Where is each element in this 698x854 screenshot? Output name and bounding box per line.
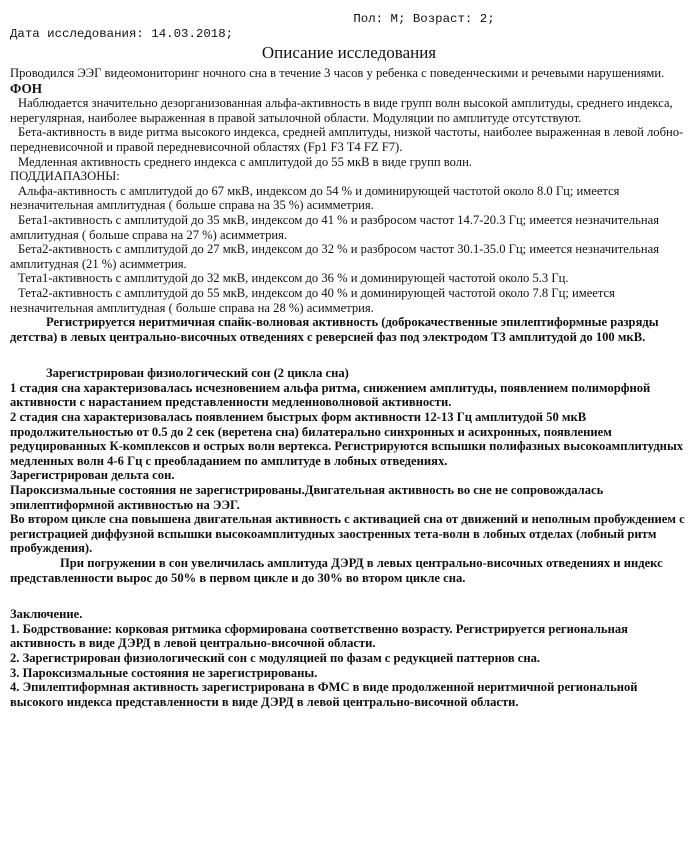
- subrange-item-alpha: Альфа-активность с амплитудой до 67 мкВ, индексом до 54 % и доминирующей частотой около 8.0 Гц; имеется незначительная амплитудная ( больше справа на 35 %) асимметрия.: [10, 183, 620, 213]
- conclusion-item-1: 1. Бодрствование: корковая ритмика сформирована соответственно возрасту. Регистрируется региональная активность в виде ДЭРД в левой центрально-височной области.: [10, 621, 628, 651]
- conclusion-heading: Заключение.: [10, 607, 83, 622]
- sleep-stage2: 2 стадия сна характеризовалась появлением быстрых форм активности 12-13 Гц амплитудой 50 мкВ продолжительностью от 0.5 до 2 сек (веретена сна) билатерально синхронных и асихронных, появлением редуцированных К-комплексов и острых волн вертекса. Регистрируются вспышки полифазных высокоамплитудных медленных волн 4-6 Гц с преобладанием по амплитуде в лобных отведениях.: [10, 410, 684, 468]
- background-heading: ФОН: [10, 80, 43, 96]
- background-slow: Медленная активность среднего индекса с амплитудой до 55 мкВ в виде групп волн.: [18, 154, 472, 169]
- sleep-stage1: 1 стадия сна характеризовалась исчезновением альфа ритма, снижением амплитуды, появлением полиморфной активности с нарастанием представленности медленноволновой активности.: [10, 380, 651, 410]
- conclusion-item-2: 2. Зарегистрирован физиологический сон с модуляцией по фазам с редукцией паттернов сна.: [10, 650, 541, 665]
- sleep-second-cycle: Во втором цикле сна повышена двигательная активность с активацией сна от движений и неполным пробуждением с регистрацией диффузной вспышки высокоамплитудных заостренных тета-волн в лобных отделах (лобный ритм пробуждения).: [10, 512, 685, 556]
- subrange-item-theta1: Тета1-активность с амплитудой до 32 мкВ, индексом до 36 % и доминирующей частотой около 5.3 Гц.: [18, 271, 569, 286]
- sleep-derd: При погружении в сон увеличилась амплитуда ДЭРД в левых центрально-височных отведениях и индекс представленности вырос до 50% в первом цикле и до 30% во втором цикле сна.: [10, 556, 663, 585]
- sleep-delta: Зарегистрирован дельта сон.: [10, 468, 175, 483]
- subrange-item-theta2: Тета2-активность с амплитудой до 55 мкВ, индексом до 40 % и доминирующей частотой около 7.8 Гц; имеется незначительная амплитудная ( больше справа на 28 %) асимметрия.: [10, 285, 615, 315]
- background-beta: Бета-активность в виде ритма высокого индекса, средней амплитуды, низкой частоты, наиболее выраженная в левой лобно-передневисочной и правой передневисочной областях (Fp1 F3 T4 FZ F7).: [10, 125, 684, 154]
- conclusion-item-3: 3. Пароксизмальные состояния не зарегистрированы.: [10, 665, 318, 680]
- background-alpha: Наблюдается значительно дезорганизованная альфа-активность в виде групп волн высокой амплитуды, среднего индекса, нерегулярная, наиболее выраженная в правой затылочной области. Модуляции по амплитуде отсутствуют.: [10, 96, 673, 125]
- intro-paragraph: Проводился ЭЭГ видеомониторинг ночного сна в течение 3 часов у ребенка с поведенческими и речевыми нарушениями.: [10, 66, 665, 80]
- patient-meta: Пол: М; Возраст: 2;: [353, 12, 495, 26]
- spike-wave-finding: Регистрируется неритмичная спайк-волновая активность (доброкачественные эпилептиформные разряды детства) в левых центрально-височных отведениях с реверсией фаз под электродом Т3 амплитудой до 100 мкВ.: [10, 315, 659, 344]
- subrange-item-beta2: Бета2-активность с амплитудой до 27 мкВ, индексом до 32 % и разбросом частот 30.1-35.0 Гц; имеется незначительная амплитудная (21 %) асимметрия.: [10, 242, 660, 271]
- sleep-heading: Зарегистрирован физиологический сон (2 цикла сна): [46, 366, 349, 381]
- subrange-item-beta1: Бета1-активность с амплитудой до 35 мкВ, индексом до 41 % и разбросом частот 14.7-20.3 Гц; имеется незначительная амплитудная ( больше справа на 27 %) асимметрия.: [10, 212, 660, 242]
- report-title: Описание исследования: [261, 43, 437, 62]
- sleep-paroxysm: Пароксизмальные состояния не зарегистрированы.Двигательная активность во сне не сопровождалась эпилептиформной активностью на ЭЭГ.: [10, 483, 604, 512]
- conclusion-item-4: 4. Эпилептиформная активность зарегистрирована в ФМС в виде продолженной неритмичной региональной высокого индекса представленности в виде ДЭРД в левой центрально-височной области.: [10, 680, 638, 709]
- subranges-heading: ПОДДИАПАЗОНЫ:: [10, 169, 120, 184]
- exam-date: Дата исследования: 14.03.2018;: [10, 27, 234, 41]
